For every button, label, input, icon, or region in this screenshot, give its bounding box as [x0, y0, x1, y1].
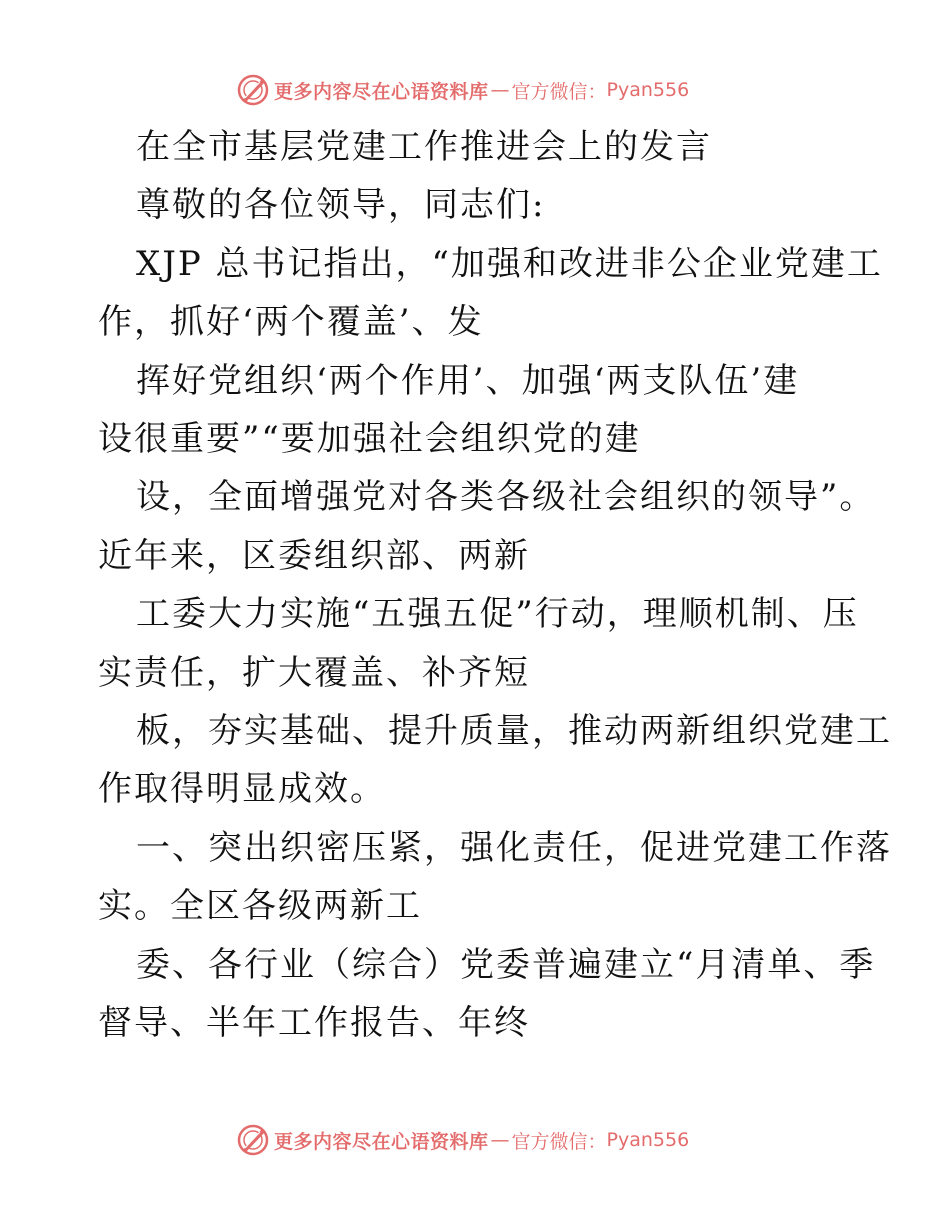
- quill-logo-icon: [236, 73, 270, 107]
- text-line: 作取得明显成效。: [98, 769, 386, 810]
- salutation: 尊敬的各位领导，同志们:: [136, 185, 546, 226]
- header-watermark: [236, 72, 689, 108]
- text-line: 工委大力实施“五强五促”行动，理顺机制、压: [136, 594, 859, 635]
- watermark-separator: —: [490, 79, 510, 101]
- text-line: XJP 总书记指出，“加强和改进非公企业党建工: [136, 243, 883, 284]
- text-line: 作，抓好‘两个覆盖’、发: [98, 302, 484, 343]
- quill-logo-icon: [236, 1123, 270, 1157]
- watermark-text: 更多内容尽在心语资料库: [274, 80, 489, 103]
- watermark-wechat-id: Pyan556: [606, 79, 690, 101]
- text-line: 实责任，扩大覆盖、补齐短: [98, 652, 530, 693]
- text-line: 实。全区各级两新工: [98, 886, 422, 927]
- footer-watermark: [236, 1122, 689, 1158]
- watermark-separator: —: [490, 1129, 510, 1151]
- section-heading-line: 一、突出织密压紧，强化责任，促进党建工作落: [136, 827, 892, 868]
- document-title: 在全市基层党建工作推进会上的发言: [136, 127, 712, 167]
- text-line: 设很重要”“要加强社会组织党的建: [98, 419, 641, 460]
- text-line: 委、各行业（综合）党委普遍建立“月清单、季: [136, 944, 876, 985]
- document-body: [98, 118, 892, 1053]
- text-line: 督导、半年工作报告、年终: [98, 1003, 530, 1044]
- text-line: 挥好党组织‘两个作用’、加强‘两支队伍’建: [136, 360, 800, 401]
- watermark-text: 更多内容尽在心语资料库: [274, 1130, 489, 1153]
- watermark-wechat-label: 官方微信：: [511, 1130, 607, 1153]
- text-line: 设，全面增强党对各类各级社会组织的领导”。: [136, 477, 876, 518]
- watermark-wechat-label: 官方微信：: [511, 80, 607, 103]
- text-line: 板，夯实基础、提升质量，推动两新组织党建工: [136, 711, 892, 752]
- watermark-wechat-id: Pyan556: [606, 1129, 690, 1151]
- text-line: 近年来，区委组织部、两新: [98, 535, 530, 576]
